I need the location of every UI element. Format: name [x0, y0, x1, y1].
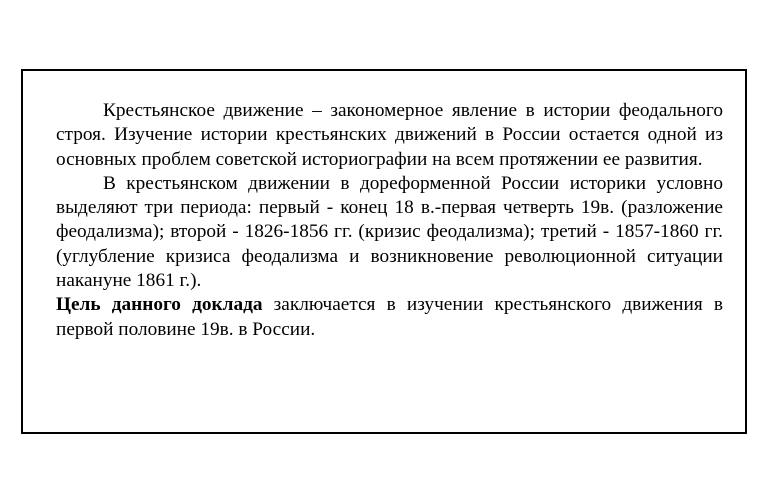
- goal-lead-text: Цель данного доклада: [56, 294, 263, 316]
- document-text: [56, 99, 723, 342]
- document-frame: [21, 69, 747, 434]
- goal-body-text: заключается в изучении крестьянского движения в первой половине 19в. в России.: [56, 294, 723, 340]
- paragraph-intro: Крестьянское движение – закономерное явление в истории феодального строя. Изучение истории крестьянских движений в России остается одной из основных проблем советской историографии на всем протяжении ее развития.: [56, 100, 723, 170]
- paragraph-periods: В крестьянском движении в дореформенной России историки условно выделяют три периода: первый - конец 18 в.-первая четверть 19в. (разложение феодализма); второй - 1826-1856 гг. (кризис феодализма); третий - 1857-1860 гг. (углубление кризиса феодализма и возникновение революционной ситуации накануне 1861 г.).: [56, 172, 723, 292]
- paragraph-goal: [56, 293, 723, 342]
